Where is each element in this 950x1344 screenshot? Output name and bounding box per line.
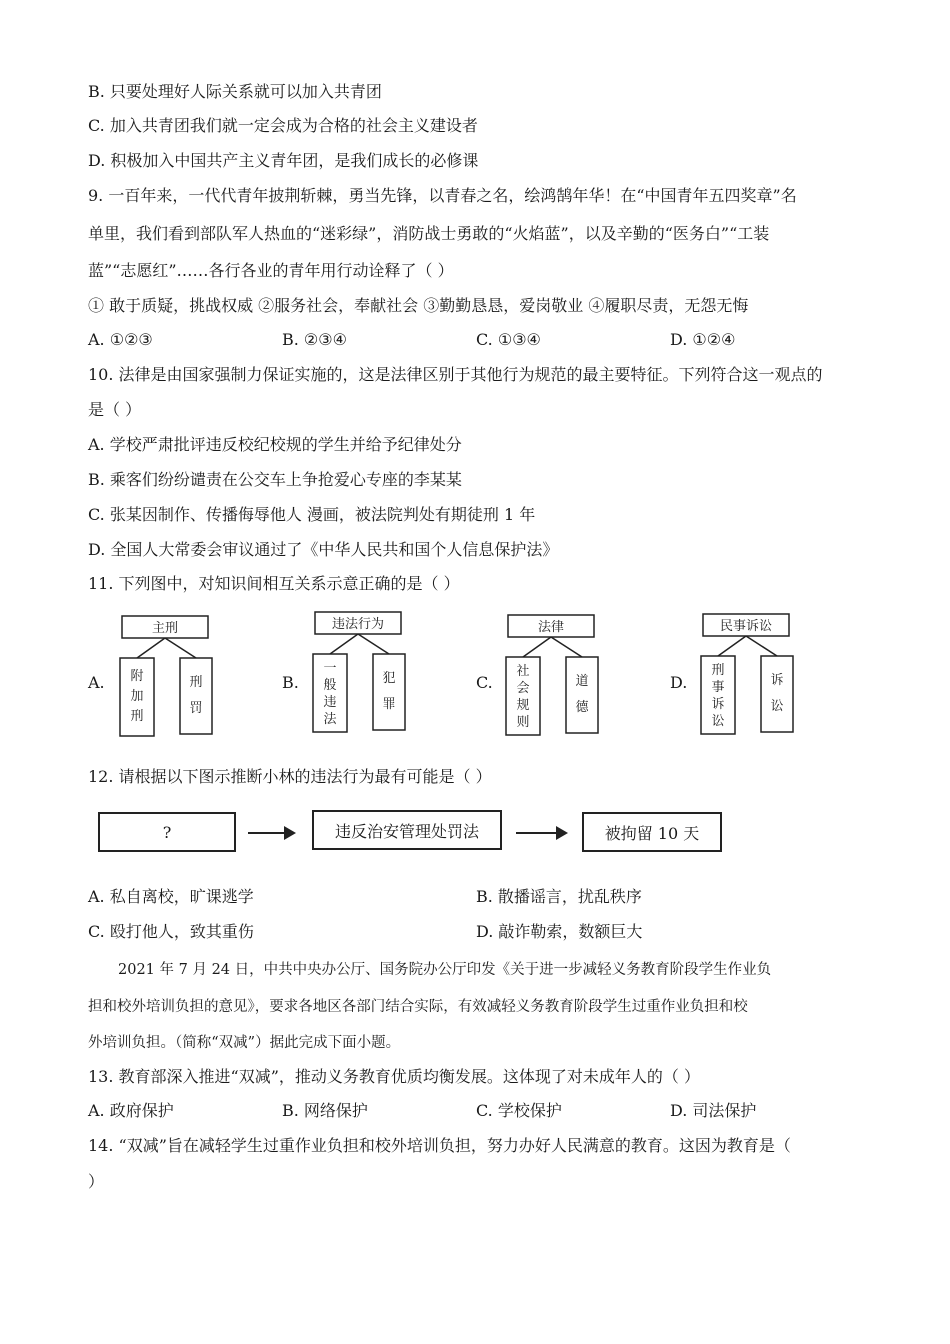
q13-option-b: B. 网络保护: [282, 1101, 368, 1120]
q9-option-c: C. ①③④: [476, 330, 541, 349]
svg-text:诉: 诉: [711, 697, 725, 712]
passage-line1: 2021 年 7 月 24 日，中共中央办公厅、国务院办公厅印发《关于进一步减轻义务教育阶段学生作业负: [118, 962, 772, 978]
svg-text:违: 违: [323, 695, 337, 710]
q8-option-d: D. 积极加入中国共产主义青年团，是我们成长的必修课: [88, 151, 479, 170]
svg-text:刑: 刑: [189, 675, 203, 690]
q8-option-c: C. 加入共青团我们就一定会成为合格的社会主义建设者: [88, 116, 478, 135]
tree-diagram: [693, 612, 803, 737]
top-label: 主刑: [151, 621, 179, 636]
q14-stem-line2: ）: [88, 1172, 105, 1191]
svg-text:德: 德: [575, 700, 589, 715]
svg-text:罚: 罚: [189, 701, 203, 716]
q13-stem: 13. 教育部深入推进“双减”，推动义务教育优质均衡发展。这体现了对未成年人的（ ）: [88, 1067, 700, 1086]
svg-text:附: 附: [130, 669, 144, 684]
svg-text:规: 规: [516, 698, 530, 713]
svg-text:加: 加: [130, 689, 144, 704]
top-label: 违法行为: [331, 617, 385, 632]
q9-statements: ① 敢于质疑，挑战权威 ②服务社会，奉献社会 ③勤勤恳恳，爱岗敬业 ④履职尽责，无怨无悔: [88, 296, 749, 315]
q9-option-d: D. ①②④: [670, 330, 736, 349]
top-label: 法律: [537, 620, 565, 635]
svg-text:道: 道: [575, 674, 589, 689]
flow-arrow: [248, 832, 294, 834]
svg-text:社: 社: [516, 664, 530, 679]
q9-option-a: A. ①②③: [88, 330, 153, 349]
svg-text:刑: 刑: [711, 663, 725, 678]
tree-diagram: [112, 614, 222, 739]
tree-diagram: [305, 610, 415, 735]
diagram-letter: D.: [670, 673, 688, 692]
q13-option-d: D. 司法保护: [670, 1101, 757, 1120]
q9-stem-line2: 单里，我们看到部队军人热血的“迷彩绿”，消防战士勇敢的“火焰蓝”，以及辛勤的“医务白”“工装: [88, 224, 770, 243]
right-box: [373, 654, 405, 730]
q12-option-d: D. 敲诈勒索，数额巨大: [476, 922, 643, 941]
right-box: [180, 658, 212, 734]
diagram-letter: B.: [282, 673, 299, 692]
svg-text:法: 法: [323, 712, 337, 727]
q10-option-b: B. 乘客们纷纷谴责在公交车上争抢爱心专座的李某某: [88, 470, 462, 489]
q12-option-b: B. 散播谣言，扰乱秩序: [476, 887, 642, 906]
svg-text:刑: 刑: [130, 709, 144, 724]
q13-option-a: A. 政府保护: [88, 1101, 174, 1120]
q10-option-c: C. 张某因制作、传播侮辱他人 漫画，被法院判处有期徒刑 1 年: [88, 505, 536, 524]
svg-text:诉: 诉: [770, 673, 784, 688]
q9-stem-line1: 9. 一百年来，一代代青年披荆斩棘，勇当先锋，以青春之名，绘鸿鹄年华！在“中国青年五四奖章”名: [88, 186, 797, 205]
svg-text:般: 般: [323, 678, 337, 693]
tree-diagram: [498, 613, 608, 738]
diagram-letter: A.: [88, 673, 105, 692]
passage-line3: 外培训负担。（简称“双减”）据此完成下面小题。: [88, 1035, 401, 1051]
q8-option-b: B. 只要处理好人际关系就可以加入共青团: [88, 82, 382, 101]
svg-text:一: 一: [323, 661, 337, 676]
flow-box-result: 被拘留 10 天: [582, 812, 722, 852]
q10-stem-line1: 10. 法律是由国家强制力保证实施的，这是法律区别于其他行为规范的最主要特征。下列符合这一观点的: [88, 365, 823, 384]
q12-option-a: A. 私自离校，旷课逃学: [88, 887, 254, 906]
flow-arrow: [516, 832, 566, 834]
diagram-letter: C.: [476, 673, 493, 692]
svg-text:罪: 罪: [382, 697, 396, 712]
q10-option-a: A. 学校严肃批评违反校纪校规的学生并给予纪律处分: [88, 435, 462, 454]
flow-box-law: 违反治安管理处罚法: [312, 810, 502, 850]
q14-stem-line1: 14. “双减”旨在减轻学生过重作业负担和校外培训负担，努力办好人民满意的教育。这因为教育是（: [88, 1136, 791, 1155]
svg-text:会: 会: [516, 681, 530, 696]
q10-option-d: D. 全国人大常委会审议通过了《中华人民共和国个人信息保护法》: [88, 540, 559, 559]
q10-stem-line2: 是（ ）: [88, 400, 142, 419]
q9-stem-line3: 蓝”“志愿红”……各行各业的青年用行动诠释了（ ）: [88, 261, 454, 280]
q13-option-c: C. 学校保护: [476, 1101, 562, 1120]
q11-stem: 11. 下列图中，对知识间相互关系示意正确的是（ ）: [88, 574, 460, 593]
svg-text:犯: 犯: [382, 671, 396, 686]
right-box: [761, 656, 793, 732]
q12-stem: 12. 请根据以下图示推断小林的违法行为最有可能是（ ）: [88, 767, 492, 786]
right-box: [566, 657, 598, 733]
svg-text:讼: 讼: [770, 699, 784, 714]
q12-option-c: C. 殴打他人，致其重伤: [88, 922, 254, 941]
svg-text:讼: 讼: [711, 714, 725, 729]
top-label: 民事诉讼: [719, 619, 773, 634]
svg-text:则: 则: [516, 715, 530, 730]
svg-text:事: 事: [711, 680, 725, 695]
passage-line2: 担和校外培训负担的意见》，要求各地区各部门结合实际，有效减轻义务教育阶段学生过重作业负担和校: [88, 999, 748, 1015]
q9-option-b: B. ②③④: [282, 330, 347, 349]
flow-box-unknown: ?: [98, 812, 236, 852]
